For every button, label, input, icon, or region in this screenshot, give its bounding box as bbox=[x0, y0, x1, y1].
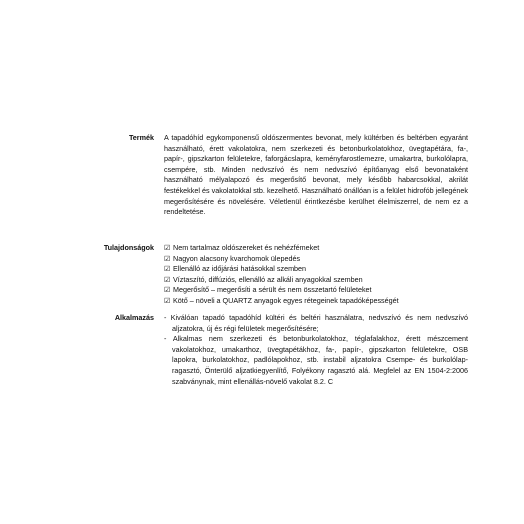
tulajdonsagok-content bbox=[164, 243, 468, 307]
checkbox-icon: ☑ bbox=[164, 295, 171, 305]
checkbox-icon: ☑ bbox=[164, 243, 171, 252]
list-item: ☑ Nem tartalmaz oldószereket és nehézfémeket bbox=[164, 243, 320, 252]
checkbox-icon: ☑ bbox=[164, 274, 171, 284]
list-item: ☑ Kötő – növeli a QUARTZ anyagok egyes rétegeinek tapadóképességét bbox=[164, 295, 399, 305]
section-termek bbox=[88, 133, 468, 218]
termek-text: A tapadóhíd egykomponensű oldószermentes bevonat, mely kültérben és beltérben egyaránt használható, érett vakolatokra, nem szerkezeti és betonburkolatokhoz, üvegtapétára, fa-, papír-, gipszkarton felületekre, faforgácslapra, keményfarostlemezre, umakartra, burkolólapra, csempére, stb. Minden nedvszívó és nem nedvszívó építőanyag első bevonataként használható mélyalapozó és megerősítő bevonat, mely később habarcsokkal, akrilát festékekkel és vakolatokkal stb. kezelhető. Használható önállóan is a felület hidrofób jellegének megerősítésére és növelésére. Véletlenül érintkezésbe kerülhet élelmiszerrel, de nem ez a rendeltetése. bbox=[164, 133, 468, 217]
section-tulajdonsagok bbox=[88, 243, 468, 307]
alkalmazas-paragraph-1: - Kiválóan tapadó tapadóhíd kültéri és beltéri használatra, nedvszívó és nem nedvszívó aljzatokra, új és régi felületek megerősítésére; bbox=[164, 313, 468, 333]
checkbox-icon: ☑ bbox=[164, 264, 171, 274]
alkalmazas-content bbox=[164, 313, 468, 387]
properties-list bbox=[164, 243, 468, 307]
checkbox-icon: ☑ bbox=[164, 285, 171, 295]
termek-content bbox=[164, 133, 468, 218]
alkalmazas-label: Alkalmazás bbox=[114, 313, 154, 322]
checkbox-icon: ☑ bbox=[164, 253, 171, 263]
tulajdonsagok-label: Tulajdonságok bbox=[103, 243, 154, 252]
termek-label: Termék bbox=[128, 133, 154, 142]
section-alkalmazas bbox=[88, 313, 468, 387]
list-item: ☑ Nagyon alacsony kvarchomok ülepedés bbox=[164, 253, 301, 263]
list-item: ☑ Víztaszító, diffúziós, ellenálló az alkáli anyagokkal szemben bbox=[164, 274, 363, 284]
list-item: ☑ Megerősítő – megerősíti a sérült és nem összetartó felületeket bbox=[164, 285, 372, 295]
alkalmazas-paragraph-2: - Alkalmas nem szerkezeti és betonburkolatokhoz, téglafalakhoz, érett mészcement vakolatokhoz, umakarthoz, üvegtapétákhoz, fa-, papír-, gipszkarton felületekre, OSB lapokra, burkolatokhoz, padlólapokhoz, stb. instabil aljzatokra Csempe- és burkolólap-ragasztó, Önterülő aljzatkiegyenlítő, Folyékony ragasztó alá. Megfelel az EN 1504-2:2006 szabványnak, mint ellenállás-növelő vakolat 8.2. C bbox=[164, 334, 468, 386]
list-item: ☑ Ellenálló az időjárási hatásokkal szemben bbox=[164, 264, 307, 274]
